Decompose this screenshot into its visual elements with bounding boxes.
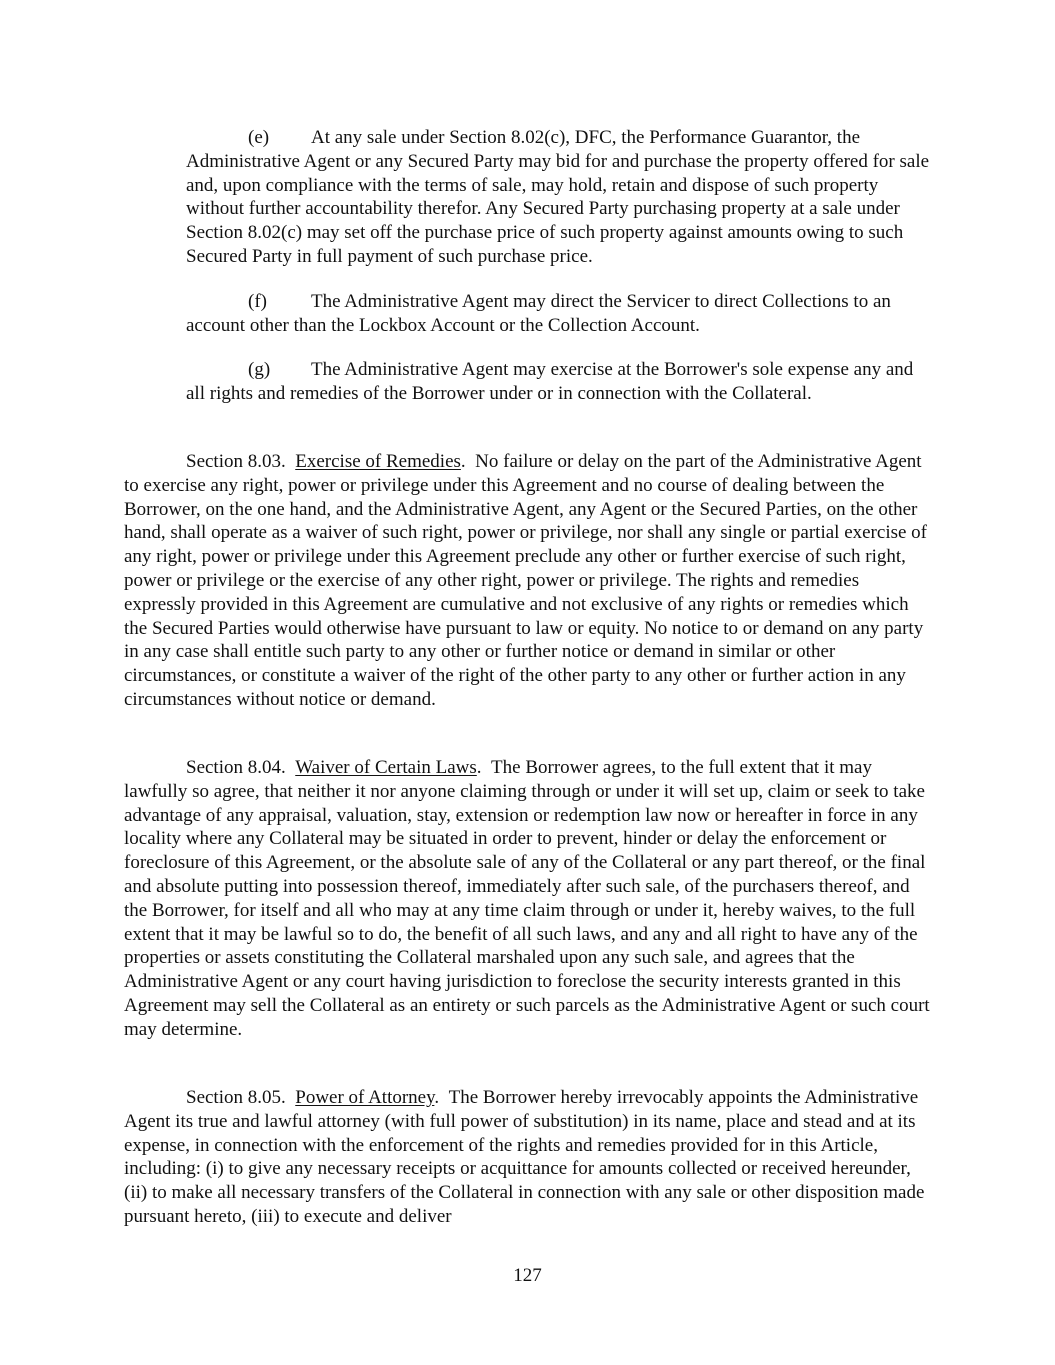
subsection-label: (e) <box>248 127 270 148</box>
section-number: Section 8.03. <box>186 451 286 472</box>
section-text: The Borrower hereby irrevocably appoints the Administrative Agent its true and lawful attorney (with full power of substitution) in its name, place and stead and at its expense, in connection with the enforcement of the rights and remedies provided for in this Article, including: (i) to give any necessary receipts or acquittance for amounts collected or received hereunder, (ii) to make all necessary transfers of the Collateral in connection with any sale or other disposition made pursuant hereto, (iii) to execute and deliver <box>124 1087 925 1227</box>
subsection-text: At any sale under Section 8.02(c), DFC, the Performance Guarantor, the Administrative Agent or any Secured Party may bid for and purchase the property offered for sale and, upon compliance with the terms of sale, may hold, retain and dispose of such property without further accountability therefor. Any Secured Party purchasing property at a sale under Section 8.02(c) may set off the purchase price of such property against amounts owing to such Secured Party in full payment of such purchase price. <box>186 127 930 267</box>
section-text: The Borrower agrees, to the full extent that it may lawfully so agree, that neither it nor anyone claiming through or under it will set up, claim or seek to take advantage of any appraisal, valuation, stay, extension or redemption law now or hereafter in force in any locality where any Collateral may be situated in order to prevent, hinder or delay the enforcement or foreclosure of this Agreement, or the absolute sale of any of the Collateral or any part thereof, or the final and absolute putting into possession thereof, immediately after such sale, of the purchasers thereof, and the Borrower, for itself and all who may at any time claim through or under it, hereby waives, to the full extent that it may be lawful so to do, the benefit of all such laws, and any and all right to have any of the properties or assets constituting the Collateral marshaled upon any such sale, and agrees that the Administrative Agent or any court having jurisdiction to foreclose the security interests granted in this Agreement may sell the Collateral as an entirety or such parcels as the Administrative Agent or such court may determine. <box>124 757 930 1040</box>
section-8-03: Section 8.03. Exercise of Remedies. No failure or delay on the part of the Administrative Agent to exercise any right, power or privilege under this Agreement and no course of dealing between the Borrower, on the one hand, and the Administrative Agent, any Agent or the Secured Parties, on the other hand, shall operate as a waiver of such right, power or privilege, nor shall any single or partial exercise of any right, power or privilege under this Agreement preclude any other or further exercise of such right, power or privilege or the exercise of any other right, power or privilege. The rights and remedies expressly provided in this Agreement are cumulative and not exclusive of any rights or remedies which the Secured Parties would otherwise have pursuant to law or equity. No notice to or demand on any party in any case shall entitle such party to any other or further notice or demand in similar or other circumstances, or constitute a waiver of the right of the other party to any other or further action in any circumstances without notice or demand. <box>124 451 928 710</box>
section-title: Exercise of Remedies <box>295 451 461 472</box>
page-number: 127 <box>513 1265 542 1286</box>
subsection-g <box>186 358 931 406</box>
subsection-label: (f) <box>248 291 267 312</box>
section-number: Section 8.05. <box>186 1087 286 1108</box>
section-title: Waiver of Certain Laws <box>295 757 477 778</box>
section-8-04: Section 8.04. Waiver of Certain Laws. The Borrower agrees, to the full extent that it may lawfully so agree, that neither it nor anyone claiming through or under it will set up, claim or seek to take advantage of any appraisal, valuation, stay, extension or redemption law now or hereafter in force in any locality where any Collateral may be situated in order to prevent, hinder or delay the enforcement or foreclosure of this Agreement, or the absolute sale of any of the Collateral or any part thereof, or the final and absolute putting into possession thereof, immediately after such sale, of the purchasers thereof, and the Borrower, for itself and all who may at any time claim through or under it, hereby waives, to the full extent that it may be lawful so to do, the benefit of all such laws, and any and all right to have any of the properties or assets constituting the Collateral marshaled upon any such sale, and agrees that the Administrative Agent or any court having jurisdiction to foreclose the security interests granted in this Agreement may sell the Collateral as an entirety or such parcels as the Administrative Agent or such court may determine. <box>124 757 930 1040</box>
section-8-05: Section 8.05. Power of Attorney. The Borrower hereby irrevocably appoints the Administrative Agent its true and lawful attorney (with full power of substitution) in its name, place and stead and at its expense, in connection with the enforcement of the rights and remedies provided for in this Article, including: (i) to give any necessary receipts or acquittance for amounts collected or received hereunder, (ii) to make all necessary transfers of the Collateral in connection with any sale or other disposition made pursuant hereto, (iii) to execute and deliver <box>124 1087 925 1227</box>
subsection-text: The Administrative Agent may exercise at the Borrower's sole expense any and all rights and remedies of the Borrower under or in connection with the Collateral. <box>186 359 914 404</box>
subsection-f <box>186 290 931 338</box>
section-title: Power of Attorney <box>295 1087 435 1108</box>
subsection-label: (g) <box>248 359 271 380</box>
section-number: Section 8.04. <box>186 757 286 778</box>
subsection-text: The Administrative Agent may direct the Servicer to direct Collections to an account other than the Lockbox Account or the Collection Account. <box>186 291 891 336</box>
section-text: No failure or delay on the part of the Administrative Agent to exercise any right, power or privilege under this Agreement and no course of dealing between the Borrower, on the one hand, and the Administrative Agent, any Agent or the Secured Parties, on the other hand, shall operate as a waiver of such right, power or privilege, nor shall any single or partial exercise of any right, power or privilege under this Agreement preclude any other or further exercise of such right, power or privilege or the exercise of any other right, power or privilege. The rights and remedies expressly provided in this Agreement are cumulative and not exclusive of any rights or remedies which the Secured Parties would otherwise have pursuant to law or equity. No notice to or demand on any party in any case shall entitle such party to any other or further notice or demand in similar or other circumstances, or constitute a waiver of the right of the other party to any other or further action in any circumstances without notice or demand. <box>124 451 928 710</box>
subsection-e <box>186 126 931 269</box>
